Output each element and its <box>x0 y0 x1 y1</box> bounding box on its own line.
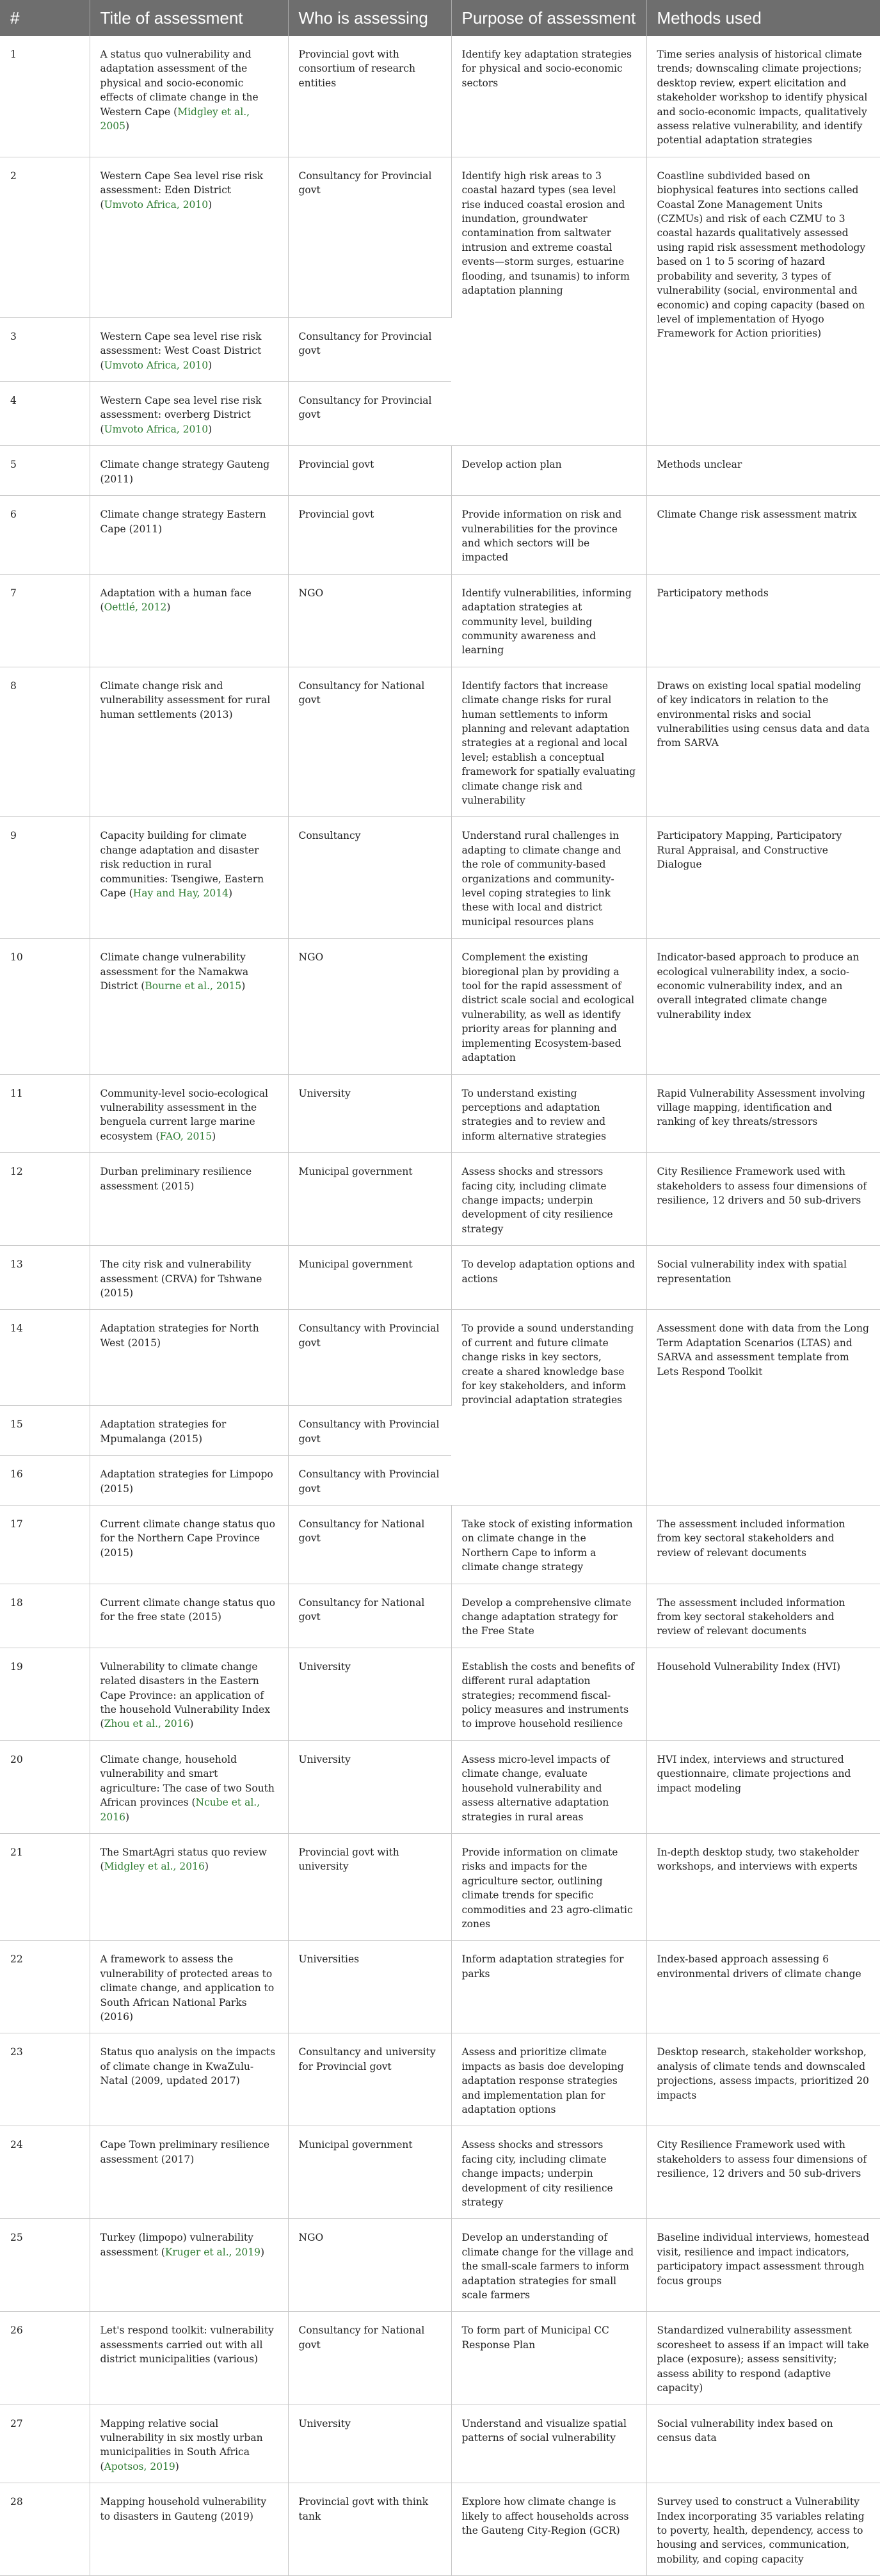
table-row <box>0 496 880 575</box>
assessment-title <box>90 2312 288 2405</box>
assessment-purpose: Provide information on climate risks and impacts for the agriculture sector, outlining climate trends for specific commodities and 23 agro-climatic zones <box>451 1833 646 1940</box>
who-is-assessing: Consultancy with Provincial govt <box>288 1456 451 1506</box>
header-purpose: Purpose of assessment <box>451 0 646 36</box>
row-number: 3 <box>0 317 90 381</box>
assessment-title <box>90 1456 288 1506</box>
header-who: Who is assessing <box>288 0 451 36</box>
table-row <box>0 2483 880 2576</box>
assessment-title <box>90 496 288 575</box>
assessment-title: Western Cape Sea level rise risk assessment: Eden District (Umvoto Africa, 2010) <box>90 157 288 317</box>
title-text: Current climate change status quo for the Northern Cape Province (2015) <box>100 1518 275 1559</box>
row-number: 18 <box>0 1584 90 1648</box>
row-number: 10 <box>0 939 90 1074</box>
table-row <box>0 446 880 496</box>
citation-link[interactable]: Bourne et al., 2015 <box>145 980 242 992</box>
citation-close: ) <box>260 2246 265 2258</box>
assessment-purpose: Assess and prioritize climate impacts as basis doe developing adaptation response strategies and implementation plan for adaptation options <box>451 2033 646 2126</box>
assessment-purpose: Establish the costs and benefits of different rural adaptation strategies; recommend fiscal-policy measures and instruments to improve household resilience <box>451 1648 646 1740</box>
title-text: Climate change strategy Eastern Cape (2011) <box>100 509 266 535</box>
who-is-assessing: Consultancy <box>288 817 451 939</box>
row-number: 9 <box>0 817 90 939</box>
assessment-title: A status quo vulnerability and adaptation assessment of the physical and socio-economic effects of climate change in the Western Cape (Midgley et al., 2005) <box>90 36 288 157</box>
table-row <box>0 1941 880 2033</box>
citation-close: ) <box>204 1861 209 1873</box>
methods-used: Time series analysis of historical climate trends; downscaling climate projections; desktop review, expert elicitation and stakeholder workshop to identify physical and socio-economic impacts, qualitatively assess relative vulnerability, and identify potential adaptation strategies <box>646 36 880 157</box>
who-is-assessing: NGO <box>288 574 451 667</box>
row-number: 26 <box>0 2312 90 2405</box>
assessment-title <box>90 1406 288 1456</box>
row-number: 6 <box>0 496 90 575</box>
row-number: 19 <box>0 1648 90 1740</box>
header-title: Title of assessment <box>90 0 288 36</box>
table-row <box>0 1833 880 1940</box>
methods-used: Baseline individual interviews, homestead visit, resilience and impact indicators, participatory impact assessment through focus groups <box>646 2219 880 2312</box>
who-is-assessing: Consultancy with Provincial govt <box>288 1310 451 1406</box>
assessment-purpose: Develop action plan <box>451 446 646 496</box>
assessment-purpose: Assess shocks and stressors facing city, including climate change impacts; underpin development of city resilience strategy <box>451 2126 646 2219</box>
row-number: 17 <box>0 1506 90 1584</box>
table-row <box>0 36 880 157</box>
methods-used: Rapid Vulnerability Assessment involving village mapping, identification and ranking of key threats/stressors <box>646 1074 880 1153</box>
row-number: 5 <box>0 446 90 496</box>
who-is-assessing: Consultancy for National govt <box>288 2312 451 2405</box>
title-text: The SmartAgri status quo review <box>100 1846 267 1858</box>
citation-close: ) <box>125 120 130 132</box>
methods-used: City Resilience Framework used with stakeholders to assess four dimensions of resilience, 12 drivers and 50 sub-drivers <box>646 2126 880 2219</box>
assessment-purpose: Identify key adaptation strategies for physical and socio-economic sectors <box>451 36 646 157</box>
title-text: Climate change strategy Gauteng (2011) <box>100 459 270 485</box>
methods-used: Desktop research, stakeholder workshop, analysis of climate tends and downscaled projections, assess impacts, prioritized 20 impacts <box>646 2033 880 2126</box>
methods-used: Participatory methods <box>646 574 880 667</box>
who-is-assessing: Provincial govt <box>288 496 451 575</box>
row-number: 27 <box>0 2405 90 2483</box>
assessment-purpose: Develop a comprehensive climate change adaptation strategy for the Free State <box>451 1584 646 1648</box>
assessment-title: Vulnerability to climate change related disasters in the Eastern Cape Province: an application of the household Vulnerability Index (Zhou et al., 2016) <box>90 1648 288 1740</box>
title-text: Let's respond toolkit: vulnerability assessments carried out with all district municipalities (various) <box>100 2325 274 2365</box>
title-text: Status quo analysis on the impacts of climate change in KwaZulu-Natal (2009, updated 2017) <box>100 2046 276 2087</box>
table-row <box>0 2126 880 2219</box>
title-text: Capacity building for climate change adaptation and disaster risk reduction in rural communities: Tsengiwe, Eastern Cape <box>100 830 264 900</box>
citation-link[interactable]: Umvoto Africa, 2010 <box>104 359 209 371</box>
citation-link[interactable]: Midgley et al., 2005 <box>100 106 250 132</box>
methods-used: Household Vulnerability Index (HVI) <box>646 1648 880 1740</box>
who-is-assessing: University <box>288 1074 451 1153</box>
header-methods: Methods used <box>646 0 880 36</box>
assessment-title <box>90 1584 288 1648</box>
methods-used: The assessment included information from key sectoral stakeholders and review of relevant documents <box>646 1506 880 1584</box>
row-number: 21 <box>0 1833 90 1940</box>
assessment-title: The SmartAgri status quo review (Midgley et al., 2016) <box>90 1833 288 1940</box>
title-text: Western Cape sea level rise risk assessment: West Coast District <box>100 330 262 357</box>
title-text: Adaptation strategies for Mpumalanga (2015) <box>100 1419 227 1445</box>
methods-used: Social vulnerability index with spatial representation <box>646 1246 880 1310</box>
row-number: 28 <box>0 2483 90 2576</box>
who-is-assessing: Consultancy and university for Provincial govt <box>288 2033 451 2126</box>
assessment-purpose: Assess micro-level impacts of climate change, evaluate household vulnerability and assess alternative adaptation strategies in rural areas <box>451 1740 646 1833</box>
assessment-title: Capacity building for climate change adaptation and disaster risk reduction in rural communities: Tsengiwe, Eastern Cape (Hay and Hay, 2014) <box>90 817 288 939</box>
row-number: 24 <box>0 2126 90 2219</box>
title-text: A status quo vulnerability and adaptation assessment of the physical and socio-economic effects of climate change in the Western Cape <box>100 49 259 118</box>
row-number: 11 <box>0 1074 90 1153</box>
title-text: Climate change vulnerability assessment for the Namakwa District <box>100 951 249 992</box>
title-text: Climate change risk and vulnerability assessment for rural human settlements (2013) <box>100 680 271 720</box>
assessment-purpose: Identify factors that increase climate change risks for rural human settlements to inform planning and relevant adaptation strategies at a regional and local level; establish a conceptual framework for spatially evaluating climate change risk and vulnerability <box>451 667 646 817</box>
citation-link[interactable]: Zhou et al., 2016 <box>104 1718 190 1730</box>
methods-used: Coastline subdivided based on biophysical features into sections called Coastal Zone Management Units (CZMUs) and risk of each CZMU to 3 coastal hazards qualitatively assessed using rapid risk assessment methodology based on 1 to 5 scoring of hazard probability and severity, 3 types of vulnerability (social, environmental and economic) and coping capacity (based on level of implementation of Hyogo Framework for Action priorities) <box>646 157 880 445</box>
assessment-purpose: To form part of Municipal CC Response Plan <box>451 2312 646 2405</box>
who-is-assessing: University <box>288 1740 451 1833</box>
citation-close: ) <box>175 2460 179 2472</box>
row-number: 1 <box>0 36 90 157</box>
citation-close: ) <box>228 887 233 900</box>
table-row <box>0 1648 880 1740</box>
assessment-purpose: Take stock of existing information on climate change in the Northern Cape to inform a climate change strategy <box>451 1506 646 1584</box>
citation-close: ) <box>208 359 212 371</box>
who-is-assessing: Universities <box>288 1941 451 2033</box>
title-text: Current climate change status quo for the free state (2015) <box>100 1596 275 1623</box>
who-is-assessing: Municipal government <box>288 2126 451 2219</box>
assessment-purpose: To provide a sound understanding of current and future climate change risks in key sectors, create a shared knowledge base for key stakeholders, and inform provincial adaptation strategies <box>451 1310 646 1506</box>
title-text: Western Cape Sea level rise risk assessment: Eden District <box>100 170 264 196</box>
assessment-purpose: Identify vulnerabilities, informing adaptation strategies at community level, building community awareness and learning <box>451 574 646 667</box>
who-is-assessing: University <box>288 1648 451 1740</box>
citation-close: ) <box>208 423 212 435</box>
methods-used: HVI index, interviews and structured questionnaire, climate projections and impact modeling <box>646 1740 880 1833</box>
methods-used: Participatory Mapping, Participatory Rural Appraisal, and Constructive Dialogue <box>646 817 880 939</box>
row-number: 12 <box>0 1153 90 1246</box>
who-is-assessing: Consultancy for National govt <box>288 1584 451 1648</box>
table-row <box>0 574 880 667</box>
assessment-purpose: Develop an understanding of climate change for the village and the small-scale farmers to inform adaptation strategies for small scale farmers <box>451 2219 646 2312</box>
who-is-assessing: Municipal government <box>288 1246 451 1310</box>
assessment-purpose: Inform adaptation strategies for parks <box>451 1941 646 2033</box>
citation-link[interactable]: Apotsos, 2019 <box>104 2460 175 2472</box>
title-text: Cape Town preliminary resilience assessment (2017) <box>100 2139 270 2165</box>
title-text: Mapping relative social vulnerability in six mostly urban municipalities in South Africa <box>100 2417 263 2458</box>
who-is-assessing: University <box>288 2405 451 2483</box>
row-number: 25 <box>0 2219 90 2312</box>
title-text: Western Cape sea level rise risk assessment: overberg District <box>100 395 262 421</box>
methods-used: Social vulnerability index based on census data <box>646 2405 880 2483</box>
who-is-assessing: Consultancy with Provincial govt <box>288 1406 451 1456</box>
header-row <box>0 0 880 36</box>
table-row <box>0 1740 880 1833</box>
who-is-assessing: Provincial govt with think tank <box>288 2483 451 2576</box>
citation-link[interactable]: Hay and Hay, 2014 <box>132 887 228 900</box>
title-text: Turkey (limpopo) vulnerability assessment <box>100 2232 253 2258</box>
row-number: 7 <box>0 574 90 667</box>
table-row <box>0 1506 880 1584</box>
assessment-purpose: Assess shocks and stressors facing city, including climate change impacts; underpin development of city resilience strategy <box>451 1153 646 1246</box>
who-is-assessing: Consultancy for National govt <box>288 1506 451 1584</box>
who-is-assessing: Consultancy for National govt <box>288 667 451 817</box>
assessment-title: Climate change vulnerability assessment for the Namakwa District (Bourne et al., 2015) <box>90 939 288 1074</box>
table-row <box>0 2312 880 2405</box>
assessment-purpose: Understand rural challenges in adapting to climate change and the role of community-based organizations and community-level coping strategies to link these with local and district municipal resources plans <box>451 817 646 939</box>
who-is-assessing: Provincial govt with university <box>288 1833 451 1940</box>
citation-link[interactable]: Midgley et al., 2016 <box>104 1861 205 1873</box>
assessment-title: Turkey (limpopo) vulnerability assessment (Kruger et al., 2019) <box>90 2219 288 2312</box>
assessment-purpose: Explore how climate change is likely to affect households across the Gauteng City-Region (GCR) <box>451 2483 646 2576</box>
assessment-purpose: Understand and visualize spatial patterns of social vulnerability <box>451 2405 646 2483</box>
row-number: 15 <box>0 1406 90 1456</box>
methods-used: The assessment included information from key sectoral stakeholders and review of relevant documents <box>646 1584 880 1648</box>
assessment-title <box>90 2126 288 2219</box>
citation-close: ) <box>189 1718 194 1730</box>
methods-used: Index-based approach assessing 6 environmental drivers of climate change <box>646 1941 880 2033</box>
table-row <box>0 1310 880 1406</box>
row-number: 14 <box>0 1310 90 1406</box>
table-row <box>0 1246 880 1310</box>
assessment-purpose: To understand existing perceptions and adaptation strategies and to review and inform alternative strategies <box>451 1074 646 1153</box>
title-text: Vulnerability to climate change related disasters in the Eastern Cape Province: an application of the household Vulnerability Index <box>100 1660 270 1716</box>
assessment-title: Western Cape sea level rise risk assessment: overberg District (Umvoto Africa, 2010) <box>90 382 288 446</box>
table-row <box>0 2033 880 2126</box>
row-number: 20 <box>0 1740 90 1833</box>
title-text: Adaptation strategies for Limpopo (2015) <box>100 1468 273 1495</box>
who-is-assessing: Consultancy for Provincial govt <box>288 382 451 446</box>
citation-link[interactable]: Ncube et al., 2016 <box>100 1797 260 1823</box>
table-row <box>0 1074 880 1153</box>
table-row <box>0 667 880 817</box>
row-number: 23 <box>0 2033 90 2126</box>
methods-used: Draws on existing local spatial modeling of key indicators in relation to the environmental risks and social vulnerabilities using census data and data from SARVA <box>646 667 880 817</box>
assessment-title <box>90 667 288 817</box>
methods-used: Climate Change risk assessment matrix <box>646 496 880 575</box>
assessment-title: Western Cape sea level rise risk assessment: West Coast District (Umvoto Africa, 2010) <box>90 317 288 381</box>
assessment-title <box>90 1246 288 1310</box>
assessment-purpose: Complement the existing bioregional plan by providing a tool for the rapid assessment of district scale social and ecological vulnerability, as well as identify priority areas for planning and implementing Ecosystem-based adaptation <box>451 939 646 1074</box>
table-row <box>0 157 880 317</box>
citation-link[interactable]: Umvoto Africa, 2010 <box>104 198 209 211</box>
title-text: Durban preliminary resilience assessment (2015) <box>100 1166 252 1192</box>
methods-used: Methods unclear <box>646 446 880 496</box>
row-number: 2 <box>0 157 90 317</box>
citation-link[interactable]: Oettlé, 2012 <box>104 601 167 614</box>
citation-link[interactable]: Umvoto Africa, 2010 <box>104 423 209 435</box>
title-text: The city risk and vulnerability assessment (CRVA) for Tshwane (2015) <box>100 1259 262 1299</box>
who-is-assessing: NGO <box>288 939 451 1074</box>
methods-used: Survey used to construct a Vulnerability Index incorporating 35 variables relating to poverty, health, dependency, access to housing and services, communication, mobility, and coping capacity <box>646 2483 880 2576</box>
assessment-title <box>90 1153 288 1246</box>
methods-used: Standardized vulnerability assessment scoresheet to assess if an impact will take place (exposure); assess sensitivity; assess ability to respond (adaptive capacity) <box>646 2312 880 2405</box>
row-number: 16 <box>0 1456 90 1506</box>
assessment-title <box>90 1310 288 1406</box>
table-row <box>0 1584 880 1648</box>
row-number: 4 <box>0 382 90 446</box>
assessment-title <box>90 1506 288 1584</box>
assessment-title: Mapping relative social vulnerability in six mostly urban municipalities in South Africa (Apotsos, 2019) <box>90 2405 288 2483</box>
who-is-assessing: Provincial govt <box>288 446 451 496</box>
citation-close: ) <box>212 1130 216 1142</box>
citation-close: ) <box>166 601 171 614</box>
table-row <box>0 939 880 1074</box>
assessment-title <box>90 1941 288 2033</box>
assessment-title: Community-level socio-ecological vulnerability assessment in the benguela current large marine ecosystem (FAO, 2015) <box>90 1074 288 1153</box>
assessment-title <box>90 2033 288 2126</box>
assessment-title <box>90 2483 288 2576</box>
title-text: Climate change, household vulnerability and smart agriculture: The case of two South African provinces <box>100 1753 275 1809</box>
who-is-assessing: Consultancy for Provincial govt <box>288 317 451 381</box>
citation-close: ) <box>208 198 212 211</box>
title-text: Community-level socio-ecological vulnerability assessment in the benguela current large marine ecosystem <box>100 1087 268 1142</box>
who-is-assessing: NGO <box>288 2219 451 2312</box>
citation-link[interactable]: Kruger et al., 2019 <box>164 2246 260 2258</box>
citation-link[interactable]: FAO, 2015 <box>159 1130 212 1142</box>
table-row <box>0 2405 880 2483</box>
assessment-purpose: Identify high risk areas to 3 coastal hazard types (sea level rise induced coastal erosion and inundation, groundwater contamination from saltwater intrusion and extreme coastal events—storm surges, estuarine flooding, and tsunamis) to inform adaptation planning <box>451 157 646 445</box>
citation-close: ) <box>125 1811 130 1823</box>
assessment-purpose: To develop adaptation options and actions <box>451 1246 646 1310</box>
methods-used: In-depth desktop study, two stakeholder workshops, and interviews with experts <box>646 1833 880 1940</box>
assessment-purpose: Provide information on risk and vulnerabilities for the province and which sectors will be impacted <box>451 496 646 575</box>
methods-used: City Resilience Framework used with stakeholders to assess four dimensions of resilience, 12 drivers and 50 sub-drivers <box>646 1153 880 1246</box>
header-num: # <box>0 0 90 36</box>
title-text: Adaptation strategies for North West (2015) <box>100 1323 259 1349</box>
assessment-title: Climate change, household vulnerability and smart agriculture: The case of two South African provinces (Ncube et al., 2016) <box>90 1740 288 1833</box>
who-is-assessing: Municipal government <box>288 1153 451 1246</box>
assessment-title: Adaptation with a human face (Oettlé, 2012) <box>90 574 288 667</box>
citation-close: ) <box>241 980 246 992</box>
methods-used: Indicator-based approach to produce an ecological vulnerability index, a socio-economic vulnerability index, and an overall integrated climate change vulnerability index <box>646 939 880 1074</box>
title-text: Adaptation with a human face <box>100 587 252 599</box>
methods-used: Assessment done with data from the Long Term Adaptation Scenarios (LTAS) and SARVA and assessment template from Lets Respond Toolkit <box>646 1310 880 1506</box>
who-is-assessing: Consultancy for Provincial govt <box>288 157 451 317</box>
table-row <box>0 2219 880 2312</box>
title-text: A framework to assess the vulnerability of protected areas to climate change, and application to South African National Parks (2016) <box>100 1953 275 2023</box>
row-number: 8 <box>0 667 90 817</box>
row-number: 22 <box>0 1941 90 2033</box>
title-text: Mapping household vulnerability to disasters in Gauteng (2019) <box>100 2496 267 2522</box>
who-is-assessing: Provincial govt with consortium of research entities <box>288 36 451 157</box>
table-row <box>0 817 880 939</box>
assessment-title <box>90 446 288 496</box>
table-row <box>0 1153 880 1246</box>
row-number: 13 <box>0 1246 90 1310</box>
